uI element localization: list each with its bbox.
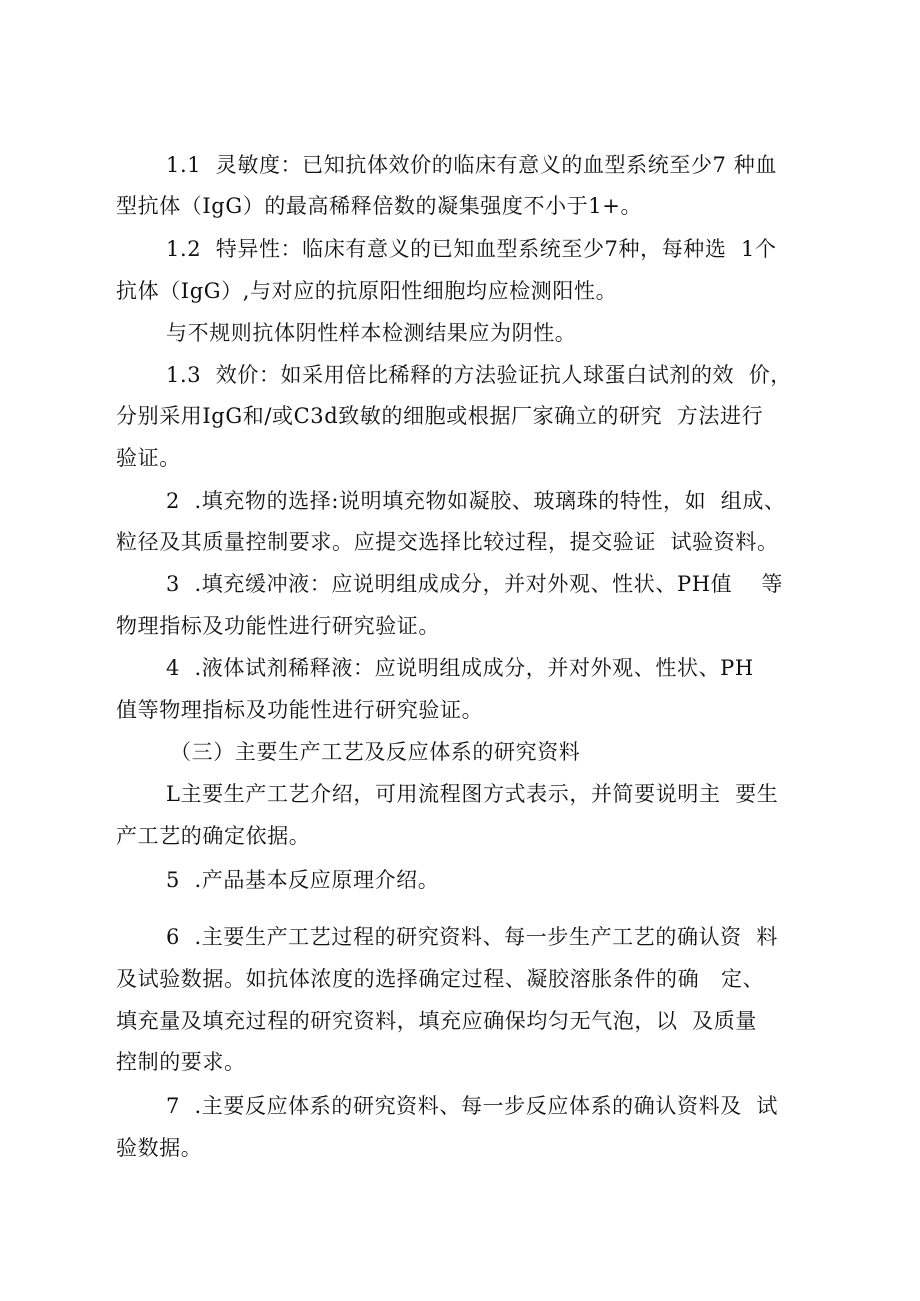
section-heading: （三）主要生产工艺及反应体系的研究资料 [170, 740, 581, 764]
text-line: 物理指标及功能性进行研究验证。 [116, 614, 440, 638]
text-line: 及试验数据。如抗体浓度的选择确定过程、凝胶溶胀条件的确 定、 [116, 967, 765, 991]
text-line: 验数据。 [116, 1136, 203, 1160]
text-line: 2 .填充物的选择:说明填充物如凝胶、玻璃珠的特性，如 组成、 [166, 489, 786, 513]
text-line: 型抗体（IgG）的最高稀释倍数的凝集强度不小于1+。 [116, 194, 643, 218]
text-line: 1.2 特异性：临床有意义的已知血型系统至少7种，每种选 1个 [166, 237, 777, 261]
text-line: 抗体（IgG）,与对应的抗原阳性细胞均应检测阳性。 [116, 279, 618, 303]
text-line: 3 .填充缓冲液：应说明组成成分，并对外观、性状、PH值 等 [166, 572, 783, 596]
text-line: 4 .液体试剂稀释液：应说明组成成分，并对外观、性状、PH [166, 656, 754, 680]
text-line: 产工艺的确定依据。 [116, 824, 311, 848]
text-line: 1.3 效价：如采用倍比稀释的方法验证抗人球蛋白试剂的效 价， [166, 363, 792, 387]
text-line: 1.1 灵敏度：已知抗体效价的临床有意义的血型系统至少7 种血 [166, 153, 777, 177]
text-line: 控制的要求。 [116, 1050, 246, 1074]
text-line: 6 .主要生产工艺过程的研究资料、每一步生产工艺的确认资 料 [166, 925, 778, 949]
text-line: 验证。 [116, 446, 181, 470]
text-line: 5 .产品基本反应原理介绍。 [166, 868, 440, 892]
text-line: 7 .主要反应体系的研究资料、每一步反应体系的确认资料及 试 [166, 1094, 778, 1118]
text-line: 粒径及其质量控制要求。应提交选择比较过程，提交验证 试验资料。 [116, 530, 779, 554]
text-line: 填充量及填充过程的研究资料，填充应确保均匀无气泡，以 及质量 [116, 1009, 757, 1033]
text-line: 与不规则抗体阴性样本检测结果应为阴性。 [166, 321, 577, 345]
text-line: L主要生产工艺介绍，可用流程图方式表示，并简要说明主 要生 [166, 782, 779, 806]
text-line: 分别采用IgG和/或C3d致敏的细胞或根据厂家确立的研究 方法进行 [116, 404, 764, 428]
text-line: 值等物理指标及功能性进行研究验证。 [116, 698, 484, 722]
